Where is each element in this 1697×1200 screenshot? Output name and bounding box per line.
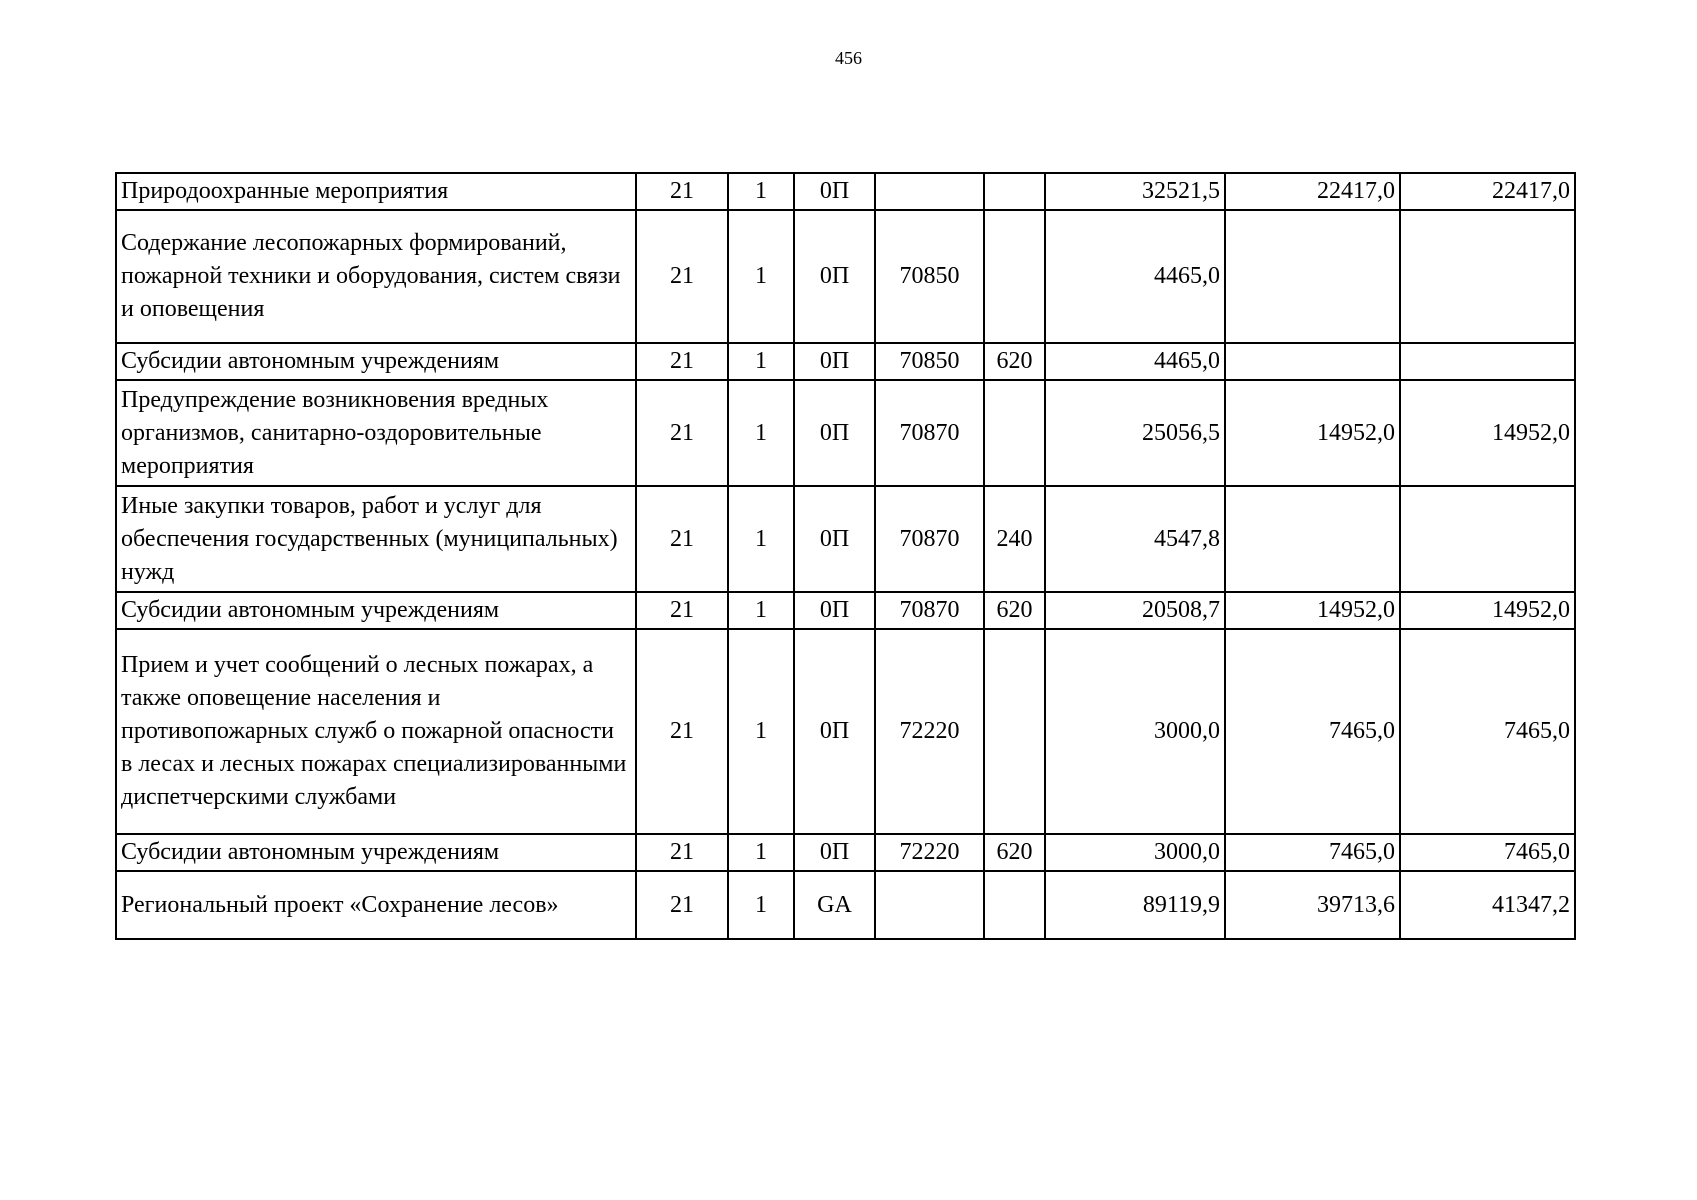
table-row — [116, 871, 1575, 939]
podrazdel-cell: 1 — [728, 871, 794, 939]
table-row — [116, 343, 1575, 380]
razdel-cell: 21 — [636, 210, 728, 343]
razdel-cell: 21 — [636, 592, 728, 629]
podrazdel-cell: 1 — [728, 629, 794, 834]
amount-year2-cell: 14952,0 — [1225, 380, 1400, 486]
razdel-cell: 21 — [636, 486, 728, 592]
program-code-cell: 0П — [794, 343, 875, 380]
direction-code-cell: 70850 — [875, 343, 984, 380]
table-row — [116, 834, 1575, 871]
amount-year1-cell: 89119,9 — [1045, 871, 1225, 939]
row-name-cell: Иные закупки товаров, работ и услуг для обеспечения государственных (муниципальных) нужд — [116, 486, 636, 592]
razdel-cell: 21 — [636, 343, 728, 380]
amount-year2-cell — [1225, 486, 1400, 592]
amount-year1-cell: 4465,0 — [1045, 343, 1225, 380]
row-name-cell: Содержание лесопожарных формирований, пожарной техники и оборудования, систем связи и оповещения — [116, 210, 636, 343]
table-row — [116, 173, 1575, 210]
expense-type-cell: 240 — [984, 486, 1045, 592]
amount-year3-cell: 7465,0 — [1400, 834, 1575, 871]
expense-type-cell: 620 — [984, 592, 1045, 629]
amount-year1-cell: 4465,0 — [1045, 210, 1225, 343]
program-code-cell: 0П — [794, 486, 875, 592]
amount-year1-cell: 25056,5 — [1045, 380, 1225, 486]
amount-year3-cell: 22417,0 — [1400, 173, 1575, 210]
amount-year3-cell: 41347,2 — [1400, 871, 1575, 939]
podrazdel-cell: 1 — [728, 486, 794, 592]
expense-type-cell: 620 — [984, 343, 1045, 380]
row-name-cell: Региональный проект «Сохранение лесов» — [116, 871, 636, 939]
amount-year1-cell: 3000,0 — [1045, 834, 1225, 871]
amount-year2-cell: 14952,0 — [1225, 592, 1400, 629]
amount-year3-cell — [1400, 343, 1575, 380]
razdel-cell: 21 — [636, 173, 728, 210]
expense-type-cell — [984, 629, 1045, 834]
razdel-cell: 21 — [636, 629, 728, 834]
program-code-cell: 0П — [794, 210, 875, 343]
expense-type-cell: 620 — [984, 834, 1045, 871]
program-code-cell: 0П — [794, 834, 875, 871]
row-name-cell: Субсидии автономным учреждениям — [116, 343, 636, 380]
table-row — [116, 210, 1575, 343]
row-name-cell: Прием и учет сообщений о лесных пожарах, а также оповещение населения и противопожарных служб о пожарной опасности в лесах и лесных пожарах специализированными диспетчерскими службами — [116, 629, 636, 834]
podrazdel-cell: 1 — [728, 343, 794, 380]
expense-type-cell — [984, 173, 1045, 210]
table-row — [116, 592, 1575, 629]
amount-year2-cell — [1225, 210, 1400, 343]
budget-table — [115, 172, 1576, 940]
direction-code-cell — [875, 871, 984, 939]
direction-code-cell — [875, 173, 984, 210]
podrazdel-cell: 1 — [728, 210, 794, 343]
amount-year3-cell: 14952,0 — [1400, 592, 1575, 629]
amount-year2-cell: 7465,0 — [1225, 834, 1400, 871]
row-name-cell: Субсидии автономным учреждениям — [116, 834, 636, 871]
page-number: 456 — [835, 48, 862, 68]
table-row — [116, 380, 1575, 486]
direction-code-cell: 70870 — [875, 486, 984, 592]
row-name-cell: Природоохранные мероприятия — [116, 173, 636, 210]
razdel-cell: 21 — [636, 380, 728, 486]
program-code-cell: 0П — [794, 629, 875, 834]
podrazdel-cell: 1 — [728, 173, 794, 210]
amount-year2-cell — [1225, 343, 1400, 380]
direction-code-cell: 72220 — [875, 629, 984, 834]
program-code-cell: 0П — [794, 380, 875, 486]
amount-year1-cell: 32521,5 — [1045, 173, 1225, 210]
row-name-cell: Субсидии автономным учреждениям — [116, 592, 636, 629]
direction-code-cell: 72220 — [875, 834, 984, 871]
program-code-cell: GA — [794, 871, 875, 939]
row-name-cell: Предупреждение возникновения вредных организмов, санитарно-оздоровительные мероприятия — [116, 380, 636, 486]
amount-year3-cell — [1400, 210, 1575, 343]
program-code-cell: 0П — [794, 592, 875, 629]
amount-year1-cell: 3000,0 — [1045, 629, 1225, 834]
expense-type-cell — [984, 871, 1045, 939]
table-row — [116, 629, 1575, 834]
amount-year2-cell: 22417,0 — [1225, 173, 1400, 210]
amount-year3-cell: 14952,0 — [1400, 380, 1575, 486]
amount-year1-cell: 20508,7 — [1045, 592, 1225, 629]
expense-type-cell — [984, 380, 1045, 486]
razdel-cell: 21 — [636, 871, 728, 939]
table-row — [116, 486, 1575, 592]
direction-code-cell: 70870 — [875, 380, 984, 486]
amount-year2-cell: 7465,0 — [1225, 629, 1400, 834]
razdel-cell: 21 — [636, 834, 728, 871]
podrazdel-cell: 1 — [728, 380, 794, 486]
podrazdel-cell: 1 — [728, 834, 794, 871]
podrazdel-cell: 1 — [728, 592, 794, 629]
amount-year3-cell — [1400, 486, 1575, 592]
amount-year3-cell: 7465,0 — [1400, 629, 1575, 834]
expense-type-cell — [984, 210, 1045, 343]
amount-year1-cell: 4547,8 — [1045, 486, 1225, 592]
direction-code-cell: 70870 — [875, 592, 984, 629]
program-code-cell: 0П — [794, 173, 875, 210]
direction-code-cell: 70850 — [875, 210, 984, 343]
amount-year2-cell: 39713,6 — [1225, 871, 1400, 939]
